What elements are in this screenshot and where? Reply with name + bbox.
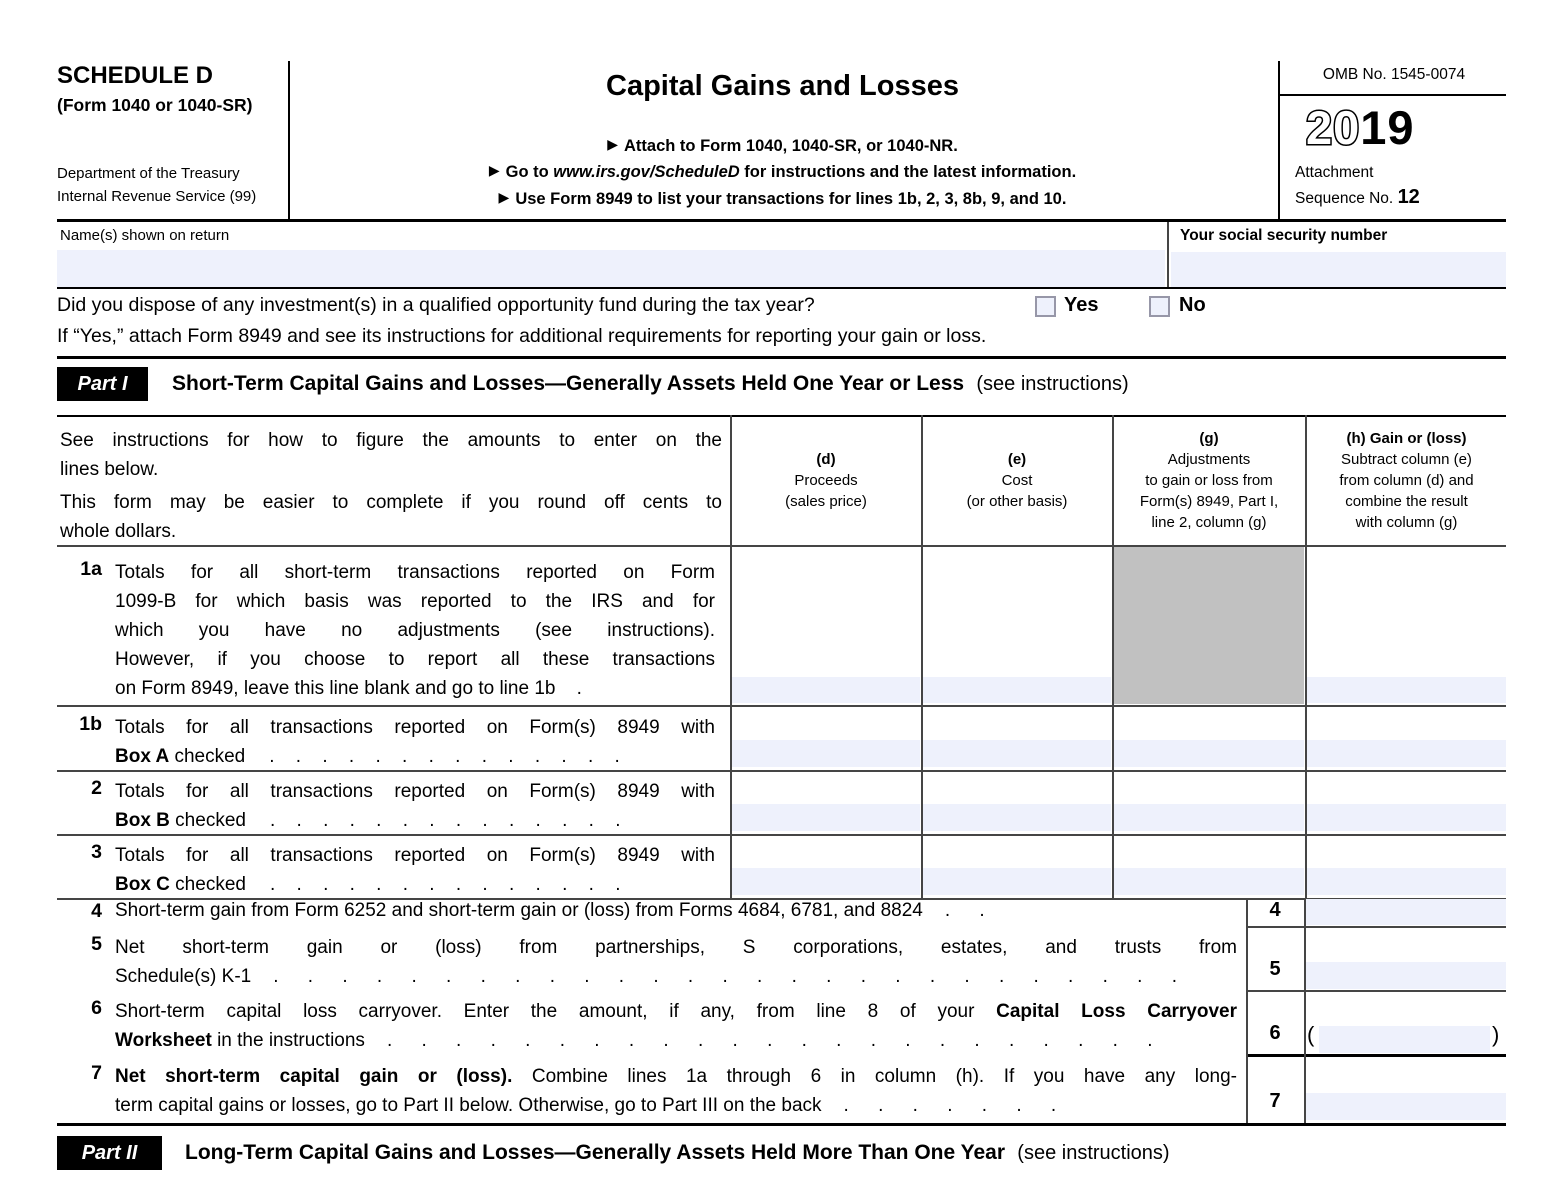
use-form-instruction: ▶ Use Form 8949 to list your transactions for lines 1b, 2, 3, 8b, 9, and 10. bbox=[498, 189, 1067, 208]
input-2-cost[interactable] bbox=[923, 804, 1111, 831]
input-1a-proceeds[interactable] bbox=[732, 677, 920, 703]
dot-leader: . . . . . . . . . . . . . . . . . . . . . . . . . . . bbox=[273, 966, 1178, 987]
part2-badge: Part II bbox=[57, 1136, 162, 1170]
input-2-gain-loss[interactable] bbox=[1307, 804, 1506, 831]
part1-title: Short-Term Capital Gains and Losses—Generally Assets Held One Year or Less (see instructions) bbox=[172, 372, 1129, 395]
yes-label: Yes bbox=[1064, 294, 1099, 316]
no-checkbox[interactable] bbox=[1149, 296, 1170, 317]
line-3-text: Totals for all transactions reported on Form(s) 8949 with Box C checked . . . . . . . . . . . . . . bbox=[115, 845, 715, 895]
divider bbox=[57, 356, 1506, 359]
line-7-text: Net short-term capital gain or (loss). Combine lines 1a through 6 in column (h). If you have any long- term capital gains or losses, go to Part II below. Otherwise, go to Part III on the back . . . . . . . bbox=[115, 1066, 1237, 1116]
line-box-7: 7 bbox=[1269, 1090, 1281, 1112]
irs-label: Internal Revenue Service (99) bbox=[57, 188, 257, 205]
line-number-3: 3 bbox=[91, 841, 102, 863]
shaded-cell-1a-adjustments bbox=[1114, 547, 1304, 704]
dot-leader: . . . . . . . . . . . . . . bbox=[269, 810, 621, 831]
paren-close: ) bbox=[1492, 1022, 1500, 1047]
column-header-h: (h) Gain or (loss) Subtract column (e) from column (d) and combine the result with column (g) bbox=[1339, 429, 1474, 531]
input-3-gain-loss[interactable] bbox=[1307, 868, 1506, 895]
qof-question: Did you dispose of any investment(s) in a qualified opportunity fund during the tax year? bbox=[57, 294, 815, 316]
input-6-amount[interactable] bbox=[1319, 1026, 1490, 1053]
input-3-adjustments[interactable] bbox=[1114, 868, 1304, 895]
line-number-7: 7 bbox=[91, 1062, 102, 1084]
tax-year bbox=[1306, 100, 1415, 155]
ssn-label: Your social security number bbox=[1180, 227, 1388, 244]
dot-leader: . . bbox=[944, 900, 985, 921]
line-5-text: Net short-term gain or (loss) from partnerships, S corporations, estates, and trusts from Schedule(s) K-1 . . . . . . . . . . . . . . . . . . . . . . . . . . . bbox=[115, 937, 1237, 987]
dot-leader: . . . . . . . . . . . . . . bbox=[269, 746, 620, 767]
input-1b-proceeds[interactable] bbox=[732, 740, 920, 767]
omb-number: OMB No. 1545-0074 bbox=[1322, 66, 1466, 83]
divider bbox=[1278, 61, 1280, 219]
divider bbox=[1278, 94, 1506, 96]
input-5-amount[interactable] bbox=[1306, 962, 1506, 989]
name-input[interactable] bbox=[57, 250, 1165, 287]
input-3-proceeds[interactable] bbox=[732, 868, 920, 895]
divider bbox=[57, 287, 1506, 289]
part2-title: Long-Term Capital Gains and Losses—Generally Assets Held More Than One Year (see instructions) bbox=[185, 1141, 1170, 1164]
dot-leader: . . . . . . . . . . . . . . . . . . . . . . . bbox=[386, 1030, 1153, 1051]
table-intro: See instructions for how to figure the amounts to enter on the lines below. This form may be easier to complete if you round off cents to whole dollars. bbox=[60, 430, 722, 542]
attachment-label: Attachment bbox=[1295, 164, 1374, 181]
input-2-adjustments[interactable] bbox=[1114, 804, 1304, 831]
column-header-e: (e) Cost (or other basis) bbox=[966, 450, 1068, 510]
irs-url: www.irs.gov/ScheduleD bbox=[553, 163, 740, 181]
line-box-6: 6 bbox=[1269, 1022, 1281, 1044]
tax-year-solid: 19 bbox=[1360, 101, 1415, 154]
column-header-g: (g) Adjustments to gain or loss from Form(s) 8949, Part I, line 2, column (g) bbox=[1139, 429, 1279, 531]
input-3-cost[interactable] bbox=[923, 868, 1111, 895]
arrow-icon: ▶ bbox=[498, 189, 510, 205]
part1-badge: Part I bbox=[57, 367, 148, 401]
line-1b-text: Totals for all transactions reported on Form(s) 8949 with Box A checked . . . . . . . . . . . . . . bbox=[115, 717, 715, 767]
input-1a-cost[interactable] bbox=[923, 677, 1111, 703]
dept-treasury-label: Department of the Treasury bbox=[57, 165, 240, 182]
line-number-4: 4 bbox=[91, 900, 102, 922]
line-4-text: Short-term gain from Form 6252 and short-term gain or (loss) from Forms 4684, 6781, and 8824 . . bbox=[115, 900, 985, 921]
divider bbox=[1246, 1054, 1506, 1057]
dot-leader: . . . . . . . . . . . . . . bbox=[269, 874, 621, 895]
divider bbox=[57, 705, 1506, 707]
paren-open: ( bbox=[1307, 1022, 1315, 1047]
divider bbox=[57, 1123, 1506, 1126]
line-number-1a: 1a bbox=[80, 558, 102, 580]
divider bbox=[1167, 222, 1169, 287]
input-1a-gain-loss[interactable] bbox=[1307, 677, 1506, 703]
form-number-label: (Form 1040 or 1040-SR) bbox=[57, 95, 253, 115]
part2-see-instructions: (see instructions) bbox=[1017, 1142, 1170, 1164]
divider bbox=[288, 61, 290, 219]
line-number-1b: 1b bbox=[79, 713, 102, 735]
dot-leader: . . . . . . . bbox=[843, 1095, 1057, 1116]
input-1b-gain-loss[interactable] bbox=[1307, 740, 1506, 767]
schedule-label: SCHEDULE D bbox=[57, 62, 214, 89]
goto-instruction: ▶ Go to www.irs.gov/ScheduleD for instructions and the latest information. bbox=[488, 162, 1077, 181]
line-box-4: 4 bbox=[1269, 899, 1281, 921]
input-2-proceeds[interactable] bbox=[732, 804, 920, 831]
yes-checkbox[interactable] bbox=[1035, 296, 1056, 317]
name-label: Name(s) shown on return bbox=[60, 227, 230, 244]
sequence-number: 12 bbox=[1397, 186, 1420, 208]
ssn-input[interactable] bbox=[1171, 252, 1506, 287]
qof-instruction: If “Yes,” attach Form 8949 and see its instructions for additional requirements for reporting your gain or loss. bbox=[57, 325, 987, 347]
attach-instruction: ▶ Attach to Form 1040, 1040-SR, or 1040-NR. bbox=[607, 136, 958, 155]
line-number-6: 6 bbox=[91, 997, 102, 1019]
line-2-text: Totals for all transactions reported on Form(s) 8949 with Box B checked . . . . . . . . . . . . . . bbox=[115, 781, 715, 831]
divider bbox=[57, 219, 1506, 222]
column-header-d: (d) Proceeds (sales price) bbox=[785, 450, 867, 510]
sequence-label: Sequence No. 12 bbox=[1295, 186, 1420, 208]
divider bbox=[1246, 990, 1506, 992]
page-title: Capital Gains and Losses bbox=[606, 70, 959, 102]
no-label: No bbox=[1179, 294, 1206, 316]
input-4-amount[interactable] bbox=[1306, 899, 1506, 925]
part1-see-instructions: (see instructions) bbox=[976, 373, 1129, 395]
divider bbox=[1304, 898, 1306, 1123]
arrow-icon: ▶ bbox=[488, 162, 500, 178]
line-1a-text: Totals for all short-term transactions reported on Form 1099-B for which basis was reported to the IRS and for which you have no adjustments (see instructions). However, if you choose to report all these transactions on Form 8949, leave this line blank and go to line 1b . bbox=[115, 562, 715, 699]
input-7-amount[interactable] bbox=[1306, 1093, 1506, 1120]
line-box-5: 5 bbox=[1269, 958, 1281, 980]
divider bbox=[1246, 926, 1506, 928]
input-1b-adjustments[interactable] bbox=[1114, 740, 1304, 767]
tax-year-outline: 20 bbox=[1306, 101, 1361, 154]
arrow-icon: ▶ bbox=[607, 136, 618, 152]
line-number-2: 2 bbox=[91, 777, 102, 799]
line-6-text: Short-term capital loss carryover. Enter the amount, if any, from line 8 of your Capital Loss Carryover Worksheet in the instructions . . . . . . . . . . . . . . . . . . . . . . . bbox=[115, 1001, 1237, 1051]
input-1b-cost[interactable] bbox=[923, 740, 1111, 767]
line-number-5: 5 bbox=[91, 933, 102, 955]
